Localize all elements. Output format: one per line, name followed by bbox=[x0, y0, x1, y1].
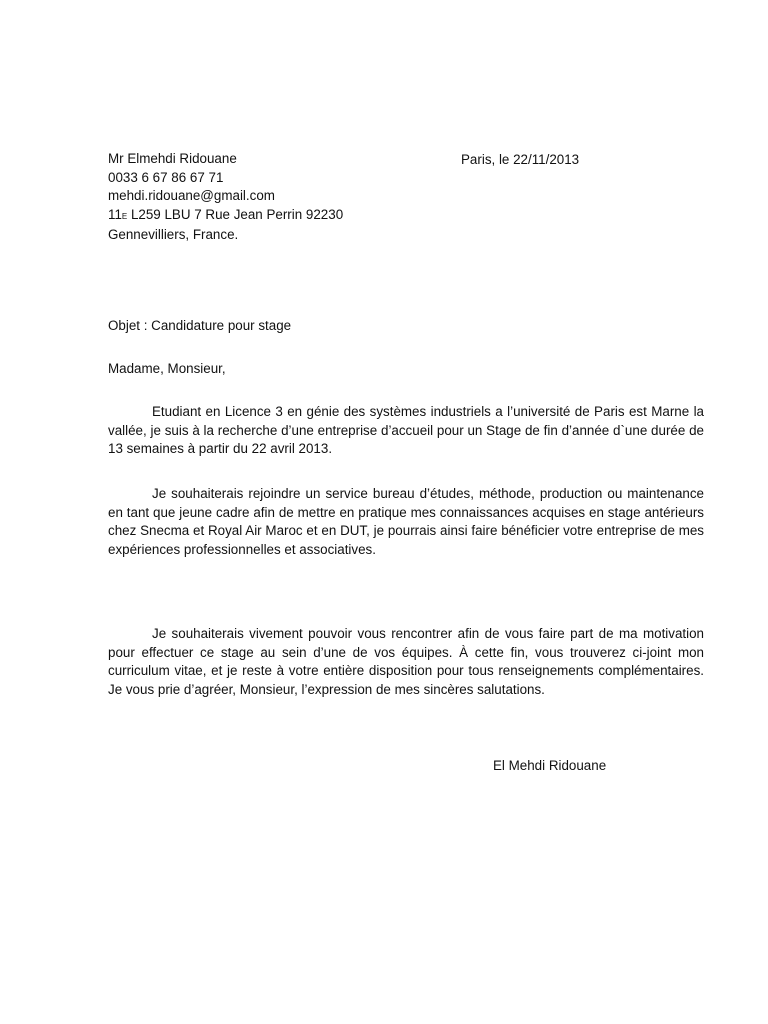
address-number-suffix: E bbox=[121, 211, 128, 221]
address-street: L259 LBU 7 Rue Jean Perrin 92230 bbox=[127, 206, 344, 222]
signature: El Mehdi Ridouane bbox=[493, 758, 607, 773]
sender-address bbox=[108, 206, 343, 227]
body-paragraph-1: Etudiant en Licence 3 en génie des systèmes industriels a l’université de Paris est Marne la vallée, je suis à la recherche d’une entreprise d’accueil pour un Stage de fin d’année d`une durée de 13 semaines à partir du 22 avril 2013. bbox=[108, 404, 704, 457]
sender-phone: 0033 6 67 86 67 71 bbox=[108, 169, 224, 185]
body-paragraph-2: Je souhaiterais rejoindre un service bureau d’études, méthode, production ou maintenance en tant que jeune cadre afin de mettre en pratique mes connaissances acquises en stage antérieurs chez Snecma et Royal Air Maroc et en DUT, je pourrais ainsi faire bénéficier votre entreprise de mes expériences professionnelles et associatives. bbox=[108, 486, 704, 557]
sender-city: Gennevilliers, France. bbox=[108, 227, 239, 243]
sender-block bbox=[108, 150, 343, 245]
body-paragraph-3: Je souhaiterais vivement pouvoir vous rencontrer afin de vous faire part de ma motivation pour effectuer ce stage au sein d’une de vos équipes. À cette fin, vous trouverez ci-joint mon curriculum vitae, et je reste à votre entière disposition pour tous renseignements complémentaires. Je vous prie d’agréer, Monsieur, l’expression de mes sincères salutations. bbox=[108, 626, 704, 697]
subject-line: Objet : Candidature pour stage bbox=[108, 318, 292, 333]
salutation: Madame, Monsieur, bbox=[108, 361, 226, 376]
sender-name: Mr Elmehdi Ridouane bbox=[108, 151, 237, 166]
sender-email: mehdi.ridouane@gmail.com bbox=[108, 188, 275, 204]
date-line: Paris, le 22/11/2013 bbox=[461, 152, 580, 167]
address-number: 11 bbox=[108, 206, 122, 222]
